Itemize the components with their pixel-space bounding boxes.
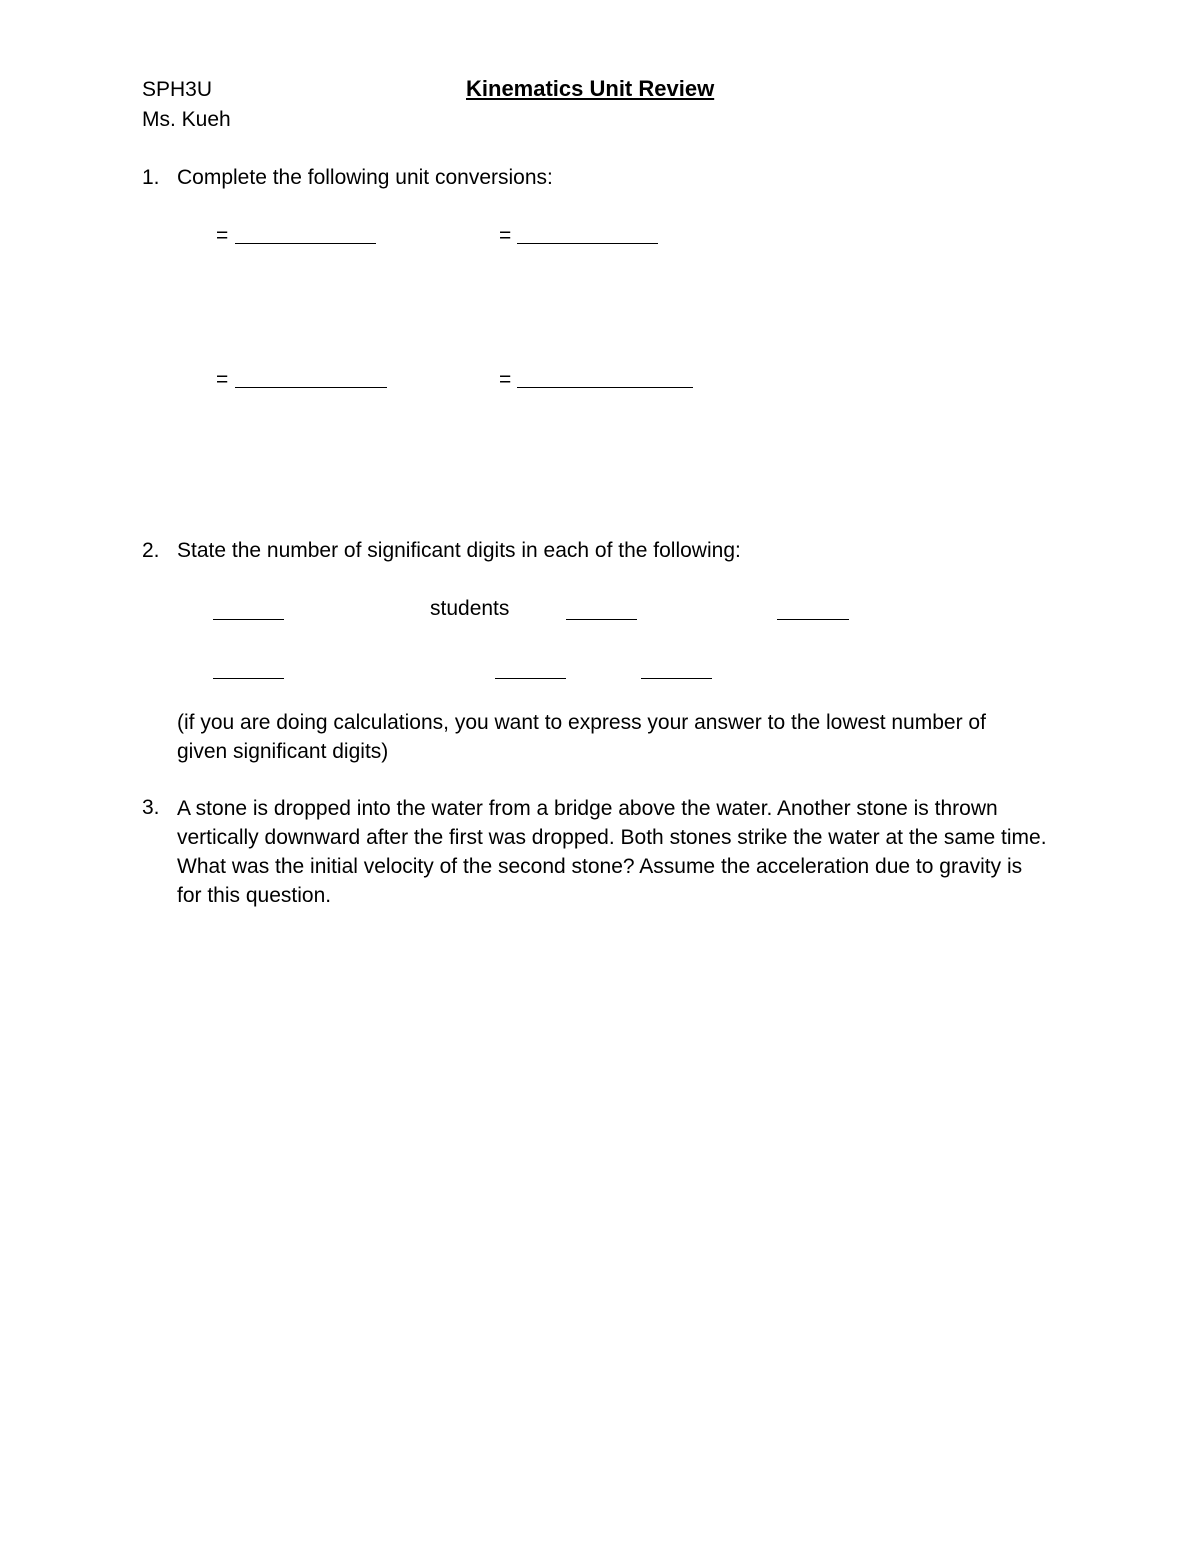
- question-3-text: A stone is dropped into the water from a bridge above the water. Another stone is thrown vertically downward after the first was dropped. Both stones strike the water at the same time. What was the initial velocity of the second stone? Assume the acceleration due to gravity is for this question.: [177, 797, 1047, 907]
- sigfig-note: (if you are doing calculations, you want to express your answer to the lowest number of given significant digits): [177, 711, 986, 763]
- question-3-number: 3.: [142, 796, 160, 819]
- sigfig-answer-blank-4[interactable]: [213, 678, 284, 679]
- students-label: students: [430, 597, 510, 620]
- conversion-4-answer-blank[interactable]: [517, 387, 693, 388]
- sigfig-answer-blank-6[interactable]: [641, 678, 712, 679]
- sigfig-answer-blank-5[interactable]: [495, 678, 566, 679]
- question-1-number: 1.: [142, 166, 160, 189]
- question-1-text: Complete the following unit conversions:: [177, 166, 553, 189]
- conversion-2-answer-blank[interactable]: [517, 243, 658, 244]
- conversion-1-answer-blank[interactable]: [235, 243, 376, 244]
- conversion-4-equals: =: [499, 368, 512, 391]
- question-2-text: State the number of significant digits in each of the following:: [177, 539, 741, 562]
- conversion-1-equals: =: [216, 224, 229, 247]
- sigfig-answer-blank-3[interactable]: [777, 619, 849, 620]
- sigfig-answer-blank-1[interactable]: [213, 619, 284, 620]
- teacher-name: Ms. Kueh: [142, 108, 231, 131]
- course-code: SPH3U: [142, 78, 213, 101]
- question-2-number: 2.: [142, 539, 160, 562]
- conversion-3-answer-blank[interactable]: [235, 387, 387, 388]
- sigfig-answer-blank-2[interactable]: [566, 619, 637, 620]
- page-title: Kinematics Unit Review: [466, 76, 715, 101]
- conversion-2-equals: =: [499, 224, 512, 247]
- conversion-3-equals: =: [216, 368, 229, 391]
